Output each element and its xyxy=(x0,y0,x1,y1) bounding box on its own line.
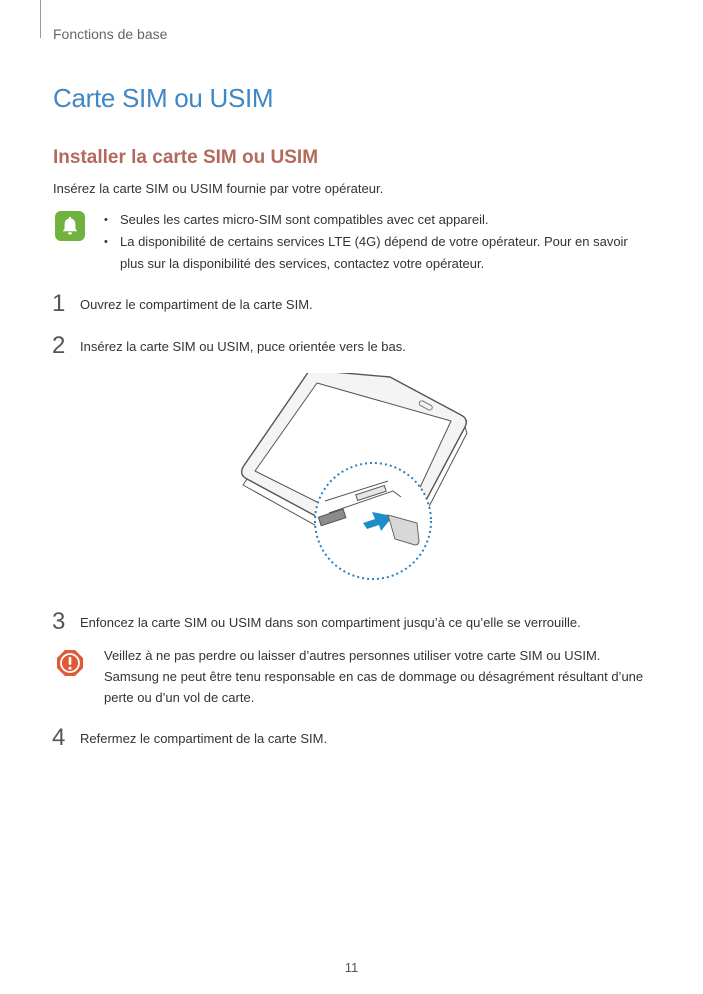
bell-note-icon xyxy=(55,211,85,241)
margin-rule xyxy=(40,0,41,38)
page-number: 11 xyxy=(344,960,359,975)
caution-text: Veillez à ne pas perdre ou laisser d’autres personnes utiliser votre carte SIM ou USIM. Samsung ne peut être tenu responsable en cas de dommage ou désagrément résultant d’une perte ou d’un vol de carte. xyxy=(104,648,644,705)
exclamation-caution-icon xyxy=(55,648,85,678)
step-4-text: Refermez le compartiment de la carte SIM. xyxy=(80,731,328,746)
note-list xyxy=(104,209,644,275)
step-2-number: 2 xyxy=(52,332,66,359)
step-1-number: 1 xyxy=(52,290,66,317)
intro-text: Insérez la carte SIM ou USIM fournie par votre opérateur. xyxy=(53,181,384,196)
step-4-number: 4 xyxy=(52,724,66,751)
step-3-number: 3 xyxy=(52,608,66,635)
page-title: Carte SIM ou USIM xyxy=(53,83,274,113)
sim-insertion-illustration xyxy=(233,373,473,588)
step-1-text: Ouvrez le compartiment de la carte SIM. xyxy=(80,297,313,312)
step-2-text: Insérez la carte SIM ou USIM, puce orientée vers le bas. xyxy=(80,339,406,354)
section-subtitle: Installer la carte SIM ou USIM xyxy=(53,147,319,168)
note-item: • Seules les cartes micro-SIM sont compatibles avec cet appareil. xyxy=(104,209,644,231)
step-3-text: Enfoncez la carte SIM ou USIM dans son compartiment jusqu’à ce qu’elle se verrouille. xyxy=(80,615,581,630)
section-header: Fonctions de base xyxy=(53,26,168,42)
note-item: • La disponibilité de certains services LTE (4G) dépend de votre opérateur. Pour en savoir plus sur la disponibilité des services, contactez votre opérateur. xyxy=(104,231,644,275)
